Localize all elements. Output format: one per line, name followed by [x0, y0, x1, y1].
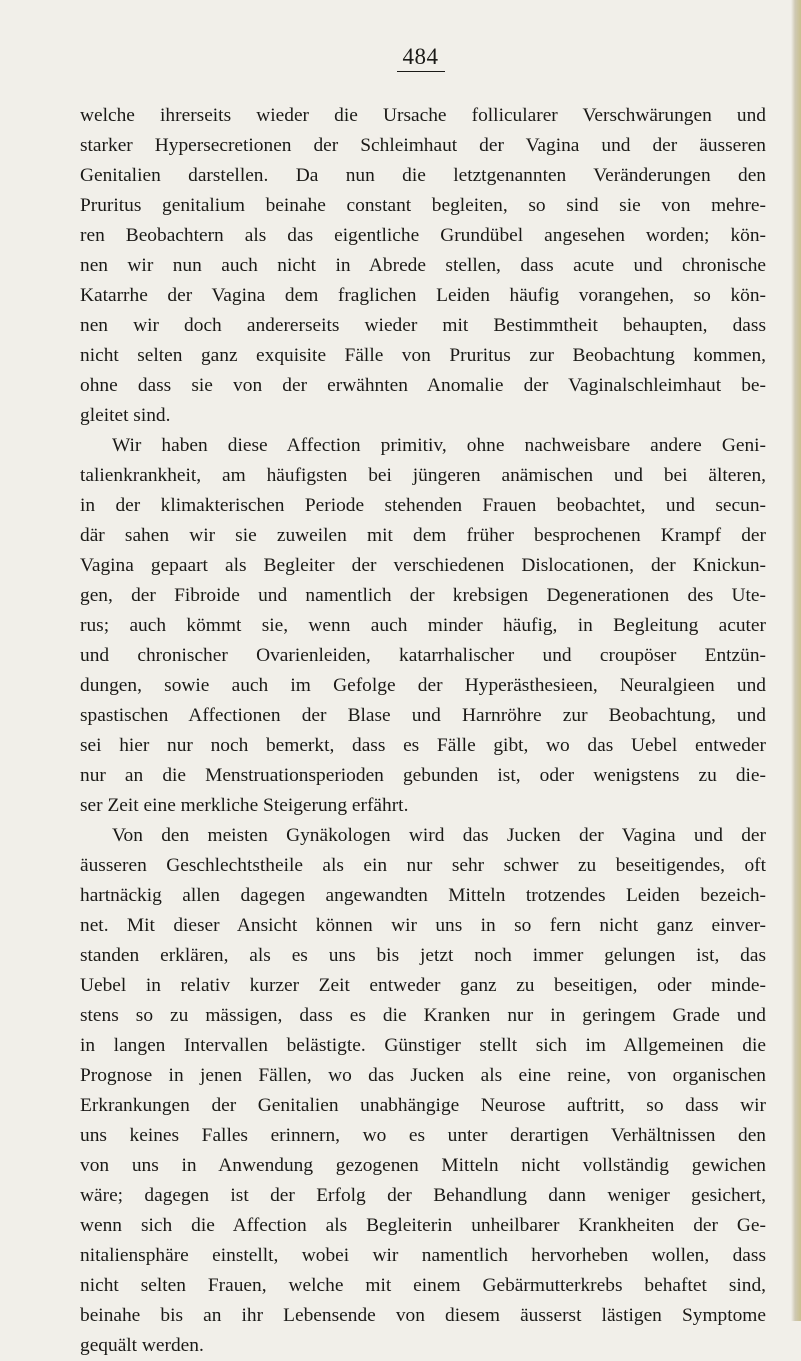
text-line: Erkrankungen der Genitalien unabhängige Neurose auftritt, so dass wir [80, 1095, 766, 1116]
text-line: wenn sich die Affection als Begleiterin unheilbarer Krankheiten der Ge- [80, 1215, 766, 1236]
text-line: sei hier nur noch bemerkt, dass es Fälle gibt, wo das Uebel entweder [80, 735, 766, 756]
paragraph-end-line: ser Zeit eine merkliche Steigerung erfährt. [80, 795, 409, 816]
text-line: Uebel in relativ kurzer Zeit entweder ganz zu beseitigen, oder minde- [80, 975, 766, 996]
text-line: nicht selten Frauen, welche mit einem Gebärmutterkrebs behaftet sind, [80, 1275, 766, 1296]
text-line: Vagina gepaart als Begleiter der verschiedenen Dislocationen, der Knickun- [80, 555, 766, 576]
paragraph-end-line: gequält werden. [80, 1335, 204, 1356]
paragraph-end-line: gleitet sind. [80, 405, 171, 426]
text-line: Prognose in jenen Fällen, wo das Jucken als eine reine, von organischen [80, 1065, 766, 1086]
text-line: Katarrhe der Vagina dem fraglichen Leiden häufig vorangehen, so kön- [80, 285, 766, 306]
text-line: starker Hypersecretionen der Schleimhaut der Vagina und der äusseren [80, 135, 766, 156]
text-line: rus; auch kömmt sie, wenn auch minder häufig, in Begleitung acuter [80, 615, 766, 636]
paragraph-start-line: Wir haben diese Affection primitiv, ohne nachweisbare andere Geni- [112, 435, 766, 456]
text-line: und chronischer Ovarienleiden, katarrhalischer und croupöser Entzün- [80, 645, 766, 666]
text-line: uns keines Falles erinnern, wo es unter derartigen Verhältnissen den [80, 1125, 766, 1146]
text-line: nur an die Menstruationsperioden gebunden ist, oder wenigstens zu die- [80, 765, 766, 786]
text-line: in der klimakterischen Periode stehenden Frauen beobachtet, und secun- [80, 495, 766, 516]
page-number [0, 44, 801, 72]
text-line: talienkrankheit, am häufigsten bei jüngeren anämischen und bei älteren, [80, 465, 766, 486]
text-line: beinahe bis an ihr Lebensende von diesem äusserst lästigen Symptome [80, 1305, 766, 1326]
text-line: nen wir nun auch nicht in Abrede stellen, dass acute und chronische [80, 255, 766, 276]
text-line: standen erklären, als es uns bis jetzt noch immer gelungen ist, das [80, 945, 766, 966]
text-line: Genitalien darstellen. Da nun die letztgenannten Veränderungen den [80, 165, 766, 186]
text-line: von uns in Anwendung gezogenen Mitteln nicht vollständig gewichen [80, 1155, 766, 1176]
body-text [80, 101, 766, 1361]
text-line: nicht selten ganz exquisite Fälle von Pruritus zur Beobachtung kommen, [80, 345, 766, 366]
text-line: nen wir doch andererseits wieder mit Bestimmtheit behaupten, dass [80, 315, 766, 336]
text-line: hartnäckig allen dagegen angewandten Mitteln trotzendes Leiden bezeich- [80, 885, 766, 906]
text-line: gen, der Fibroide und namentlich der krebsigen Degenerationen des Ute- [80, 585, 766, 606]
text-line: Pruritus genitalium beinahe constant begleiten, so sind sie von mehre- [80, 195, 766, 216]
paragraph-start-line: Von den meisten Gynäkologen wird das Jucken der Vagina und der [112, 825, 766, 846]
text-line: ohne dass sie von der erwähnten Anomalie der Vaginalschleimhaut be- [80, 375, 766, 396]
text-line: in langen Intervallen belästigte. Günstiger stellt sich im Allgemeinen die [80, 1035, 766, 1056]
text-line: nitaliensphäre einstellt, wobei wir namentlich hervorheben wollen, dass [80, 1245, 766, 1266]
text-line: wäre; dagegen ist der Erfolg der Behandlung dann weniger gesichert, [80, 1185, 766, 1206]
text-line: dungen, sowie auch im Gefolge der Hyperästhesieen, Neuralgieen und [80, 675, 766, 696]
page-number-text: 484 [397, 44, 445, 72]
text-line: stens so zu mässigen, dass es die Kranken nur in geringem Grade und [80, 1005, 766, 1026]
page-edge [791, 0, 801, 1321]
text-line: där sahen wir sie zuweilen mit dem früher besprochenen Krampf der [80, 525, 766, 546]
text-line: welche ihrerseits wieder die Ursache follicularer Verschwärungen und [80, 105, 766, 126]
text-line: äusseren Geschlechtstheile als ein nur sehr schwer zu beseitigendes, oft [80, 855, 766, 876]
text-line: spastischen Affectionen der Blase und Harnröhre zur Beobachtung, und [80, 705, 766, 726]
text-line: ren Beobachtern als das eigentliche Grundübel angesehen worden; kön- [80, 225, 766, 246]
text-line: net. Mit dieser Ansicht können wir uns in so fern nicht ganz einver- [80, 915, 766, 936]
